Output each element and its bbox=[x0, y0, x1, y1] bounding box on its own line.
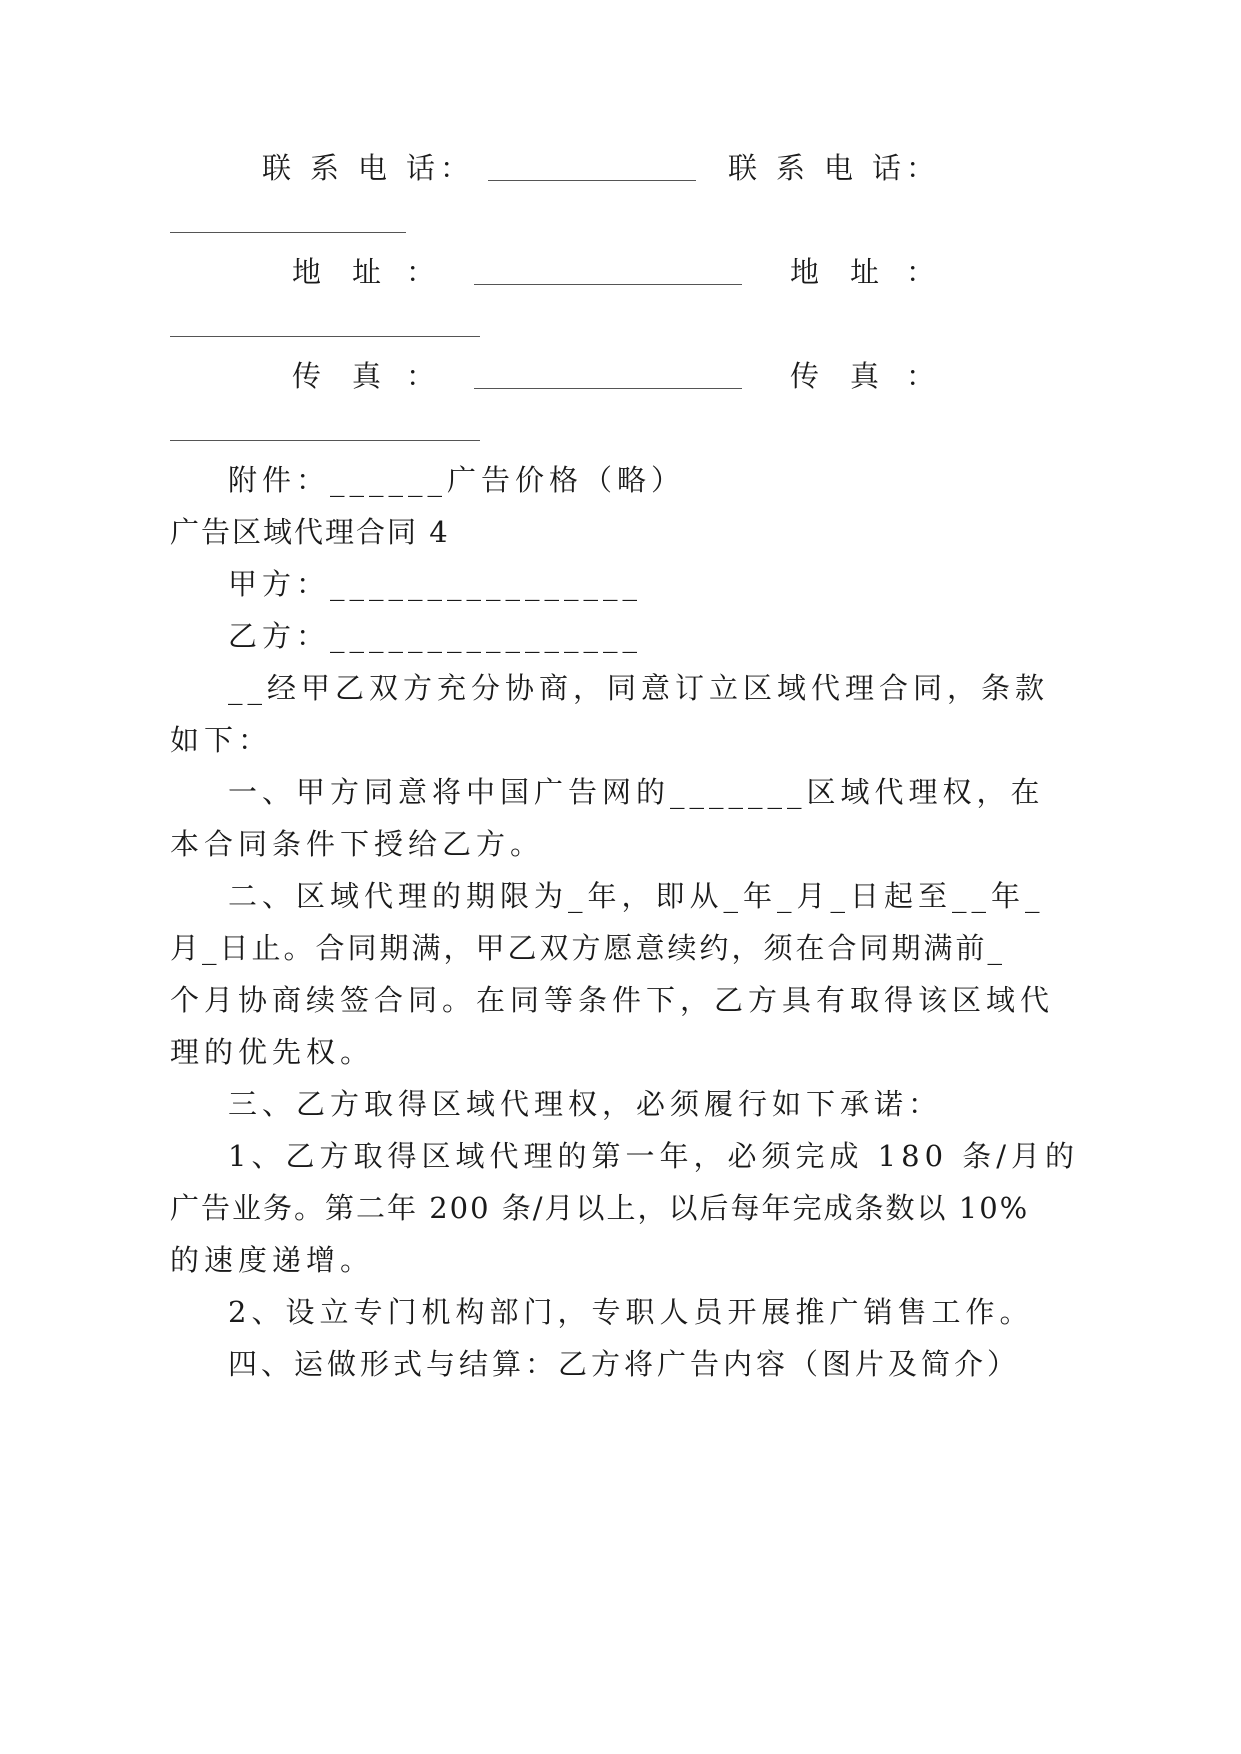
clause-3-1-line: 广告业务。第二年 200 条/月以上，以后每年完成条数以 10% bbox=[170, 1191, 1030, 1225]
phone-label-char: 联 bbox=[262, 151, 292, 185]
phone-label-char: 系 bbox=[776, 151, 806, 185]
clause-3-line: 三、乙方取得区域代理权，必须履行如下承诺： bbox=[228, 1087, 943, 1121]
party-a-line: 甲方：________________ bbox=[228, 567, 643, 601]
clause-2-line: 个月协商续签合同。在同等条件下，乙方具有取得该区域代 bbox=[170, 983, 1055, 1017]
fax-blank-b bbox=[170, 440, 480, 441]
phone-blank-a bbox=[488, 180, 696, 181]
clause-3-1-line: 的速度递增。 bbox=[170, 1243, 375, 1277]
phone-label-char: 系 bbox=[310, 151, 340, 185]
clause-1-line: 本合同条件下授给乙方。 bbox=[170, 827, 545, 861]
phone-label-char: ： bbox=[906, 151, 936, 185]
fax-label-char: 传 bbox=[292, 359, 322, 393]
phone-label-char: 话 bbox=[872, 151, 902, 185]
fax-label-char: 传 bbox=[790, 359, 820, 393]
phone-blank-b bbox=[170, 232, 406, 233]
address-blank-a bbox=[474, 284, 742, 285]
fax-blank-a bbox=[474, 388, 742, 389]
clause-2-line: 二、区域代理的期限为_年，即从_年_月_日起至__年_ bbox=[228, 879, 1045, 913]
phone-label-char: 联 bbox=[728, 151, 758, 185]
contract-title: 广告区域代理合同 4 bbox=[170, 515, 450, 549]
fax-label-char: ： bbox=[406, 359, 436, 393]
phone-label-char: ： bbox=[440, 151, 470, 185]
address-label-char: ： bbox=[406, 255, 436, 289]
address-label-char: 址 bbox=[850, 255, 880, 289]
fax-row bbox=[0, 356, 1241, 396]
clause-1-line: 一、甲方同意将中国广告网的_______区域代理权，在 bbox=[228, 775, 1045, 809]
clause-3-1-line: 1、乙方取得区域代理的第一年，必须完成 180 条/月的 bbox=[228, 1139, 1080, 1173]
fax-label-char: 真 bbox=[352, 359, 382, 393]
intro-line: 如下： bbox=[170, 723, 273, 757]
address-label-char: 地 bbox=[790, 255, 820, 289]
address-label-char: ： bbox=[906, 255, 936, 289]
address-label-char: 址 bbox=[352, 255, 382, 289]
clause-4-line: 四、运做形式与结算：乙方将广告内容（图片及简介） bbox=[228, 1347, 1021, 1381]
clause-2-line: 月_日止。合同期满，甲乙双方愿意续约，须在合同期满前_ bbox=[170, 931, 1006, 965]
clause-2-line: 理的优先权。 bbox=[170, 1035, 375, 1069]
fax-label-char: 真 bbox=[850, 359, 880, 393]
phone-label-char: 话 bbox=[406, 151, 436, 185]
address-row bbox=[0, 252, 1241, 292]
clause-3-2-line: 2、设立专门机构部门，专职人员开展推广销售工作。 bbox=[228, 1295, 1034, 1329]
address-blank-b bbox=[170, 336, 480, 337]
address-label-char: 地 bbox=[292, 255, 322, 289]
phone-label-char: 电 bbox=[358, 151, 388, 185]
intro-line: __经甲乙双方充分协商，同意订立区域代理合同，条款 bbox=[228, 671, 1050, 705]
attachment-line: 附件：______广告价格（略） bbox=[228, 463, 686, 497]
phone-row bbox=[0, 148, 1241, 188]
fax-label-char: ： bbox=[906, 359, 936, 393]
phone-label-char: 电 bbox=[824, 151, 854, 185]
party-b-line: 乙方：________________ bbox=[228, 619, 643, 653]
